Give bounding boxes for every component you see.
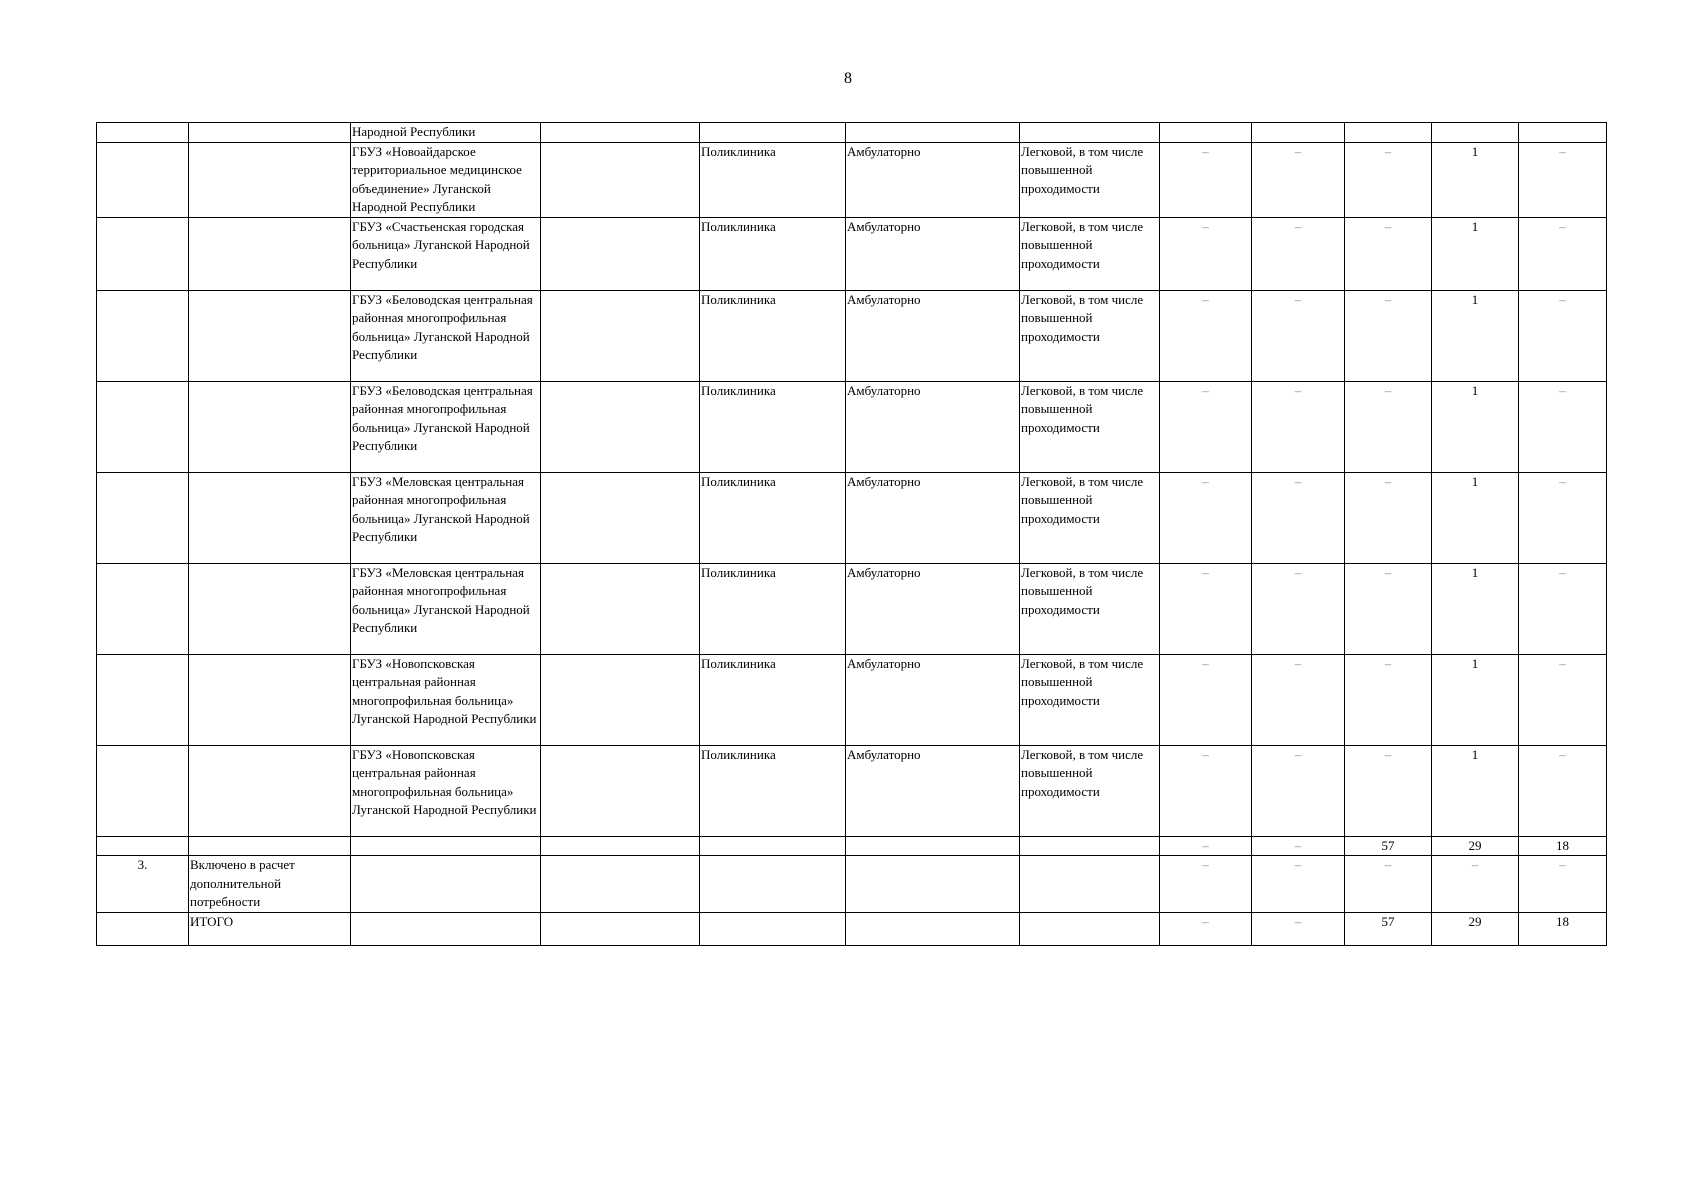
cell-empty (541, 123, 700, 143)
cell-unit: Поликлиника (700, 142, 846, 217)
cell-unit (700, 912, 846, 945)
cell-empty (541, 217, 700, 290)
cell-number (97, 563, 189, 654)
table-row (97, 123, 1607, 143)
cell-number (97, 123, 189, 143)
cell-value: 1 (1432, 142, 1519, 217)
cell-empty (541, 654, 700, 745)
cell-institution: ГБУЗ «Меловская центральная районная многопрофильная больница» Луганской Народной Республики (351, 472, 541, 563)
page-number: 8 (844, 70, 852, 87)
cell-institution: Народной Республики (351, 123, 541, 143)
cell-value: – (1519, 654, 1607, 745)
cell-category (189, 472, 351, 563)
cell-mode (846, 912, 1020, 945)
cell-value: 1 (1432, 290, 1519, 381)
cell-mode: Амбулаторно (846, 142, 1020, 217)
cell-value: – (1160, 290, 1252, 381)
cell-value: – (1345, 654, 1432, 745)
subtotal-row (97, 836, 1607, 856)
cell-vehicle: Легковой, в том числе повышенной проходимости (1020, 472, 1160, 563)
cell-number (97, 381, 189, 472)
cell-unit (700, 123, 846, 143)
cell-value: – (1345, 290, 1432, 381)
cell-vehicle: Легковой, в том числе повышенной проходимости (1020, 563, 1160, 654)
table-row (97, 217, 1607, 290)
cell-vehicle: Легковой, в том числе повышенной проходимости (1020, 142, 1160, 217)
cell-value: 57 (1345, 912, 1432, 945)
cell-institution: ГБУЗ «Счастьенская городская больница» Луганской Народной Республики (351, 217, 541, 290)
cell-mode: Амбулаторно (846, 654, 1020, 745)
table-row (97, 142, 1607, 217)
cell-empty (541, 472, 700, 563)
cell-unit: Поликлиника (700, 217, 846, 290)
cell-category: Включено в расчет дополнительной потребности (189, 856, 351, 913)
total-row (97, 912, 1607, 945)
cell-institution: ГБУЗ «Беловодская центральная районная многопрофильная больница» Луганской Народной Республики (351, 381, 541, 472)
cell-unit: Поликлиника (700, 381, 846, 472)
cell-category (189, 290, 351, 381)
cell-value: 18 (1519, 836, 1607, 856)
cell-value: – (1345, 142, 1432, 217)
cell-value: 1 (1432, 381, 1519, 472)
cell-value: – (1432, 856, 1519, 913)
cell-value (1345, 123, 1432, 143)
cell-number (97, 836, 189, 856)
cell-mode: Амбулаторно (846, 563, 1020, 654)
cell-value: 29 (1432, 836, 1519, 856)
cell-value: 1 (1432, 563, 1519, 654)
cell-institution: ГБУЗ «Новопсковская центральная районная многопрофильная больница» Луганской Народной Республики (351, 745, 541, 836)
cell-number (97, 142, 189, 217)
cell-value: 1 (1432, 217, 1519, 290)
cell-number (97, 654, 189, 745)
table-row (97, 654, 1607, 745)
cell-unit (700, 856, 846, 913)
cell-value: 57 (1345, 836, 1432, 856)
cell-mode: Амбулаторно (846, 290, 1020, 381)
cell-value: – (1252, 563, 1345, 654)
cell-unit: Поликлиника (700, 472, 846, 563)
cell-value: – (1519, 563, 1607, 654)
cell-vehicle (1020, 912, 1160, 945)
cell-unit: Поликлиника (700, 745, 846, 836)
cell-institution: ГБУЗ «Меловская центральная районная многопрофильная больница» Луганской Народной Республики (351, 563, 541, 654)
cell-number (97, 912, 189, 945)
cell-category (189, 381, 351, 472)
cell-value (1160, 123, 1252, 143)
cell-value: 18 (1519, 912, 1607, 945)
cell-category (189, 563, 351, 654)
cell-institution: ГБУЗ «Новопсковская центральная районная многопрофильная больница» Луганской Народной Республики (351, 654, 541, 745)
cell-category (189, 836, 351, 856)
cell-value: – (1519, 217, 1607, 290)
cell-value: – (1160, 472, 1252, 563)
cell-vehicle (1020, 123, 1160, 143)
cell-mode (846, 123, 1020, 143)
cell-vehicle (1020, 856, 1160, 913)
cell-category (189, 217, 351, 290)
cell-number (97, 472, 189, 563)
table-body (97, 123, 1607, 946)
cell-value: – (1345, 472, 1432, 563)
cell-value: – (1345, 563, 1432, 654)
cell-empty (541, 912, 700, 945)
cell-category (189, 745, 351, 836)
cell-empty (541, 381, 700, 472)
cell-empty (541, 563, 700, 654)
cell-empty (541, 856, 700, 913)
cell-vehicle: Легковой, в том числе повышенной проходимости (1020, 745, 1160, 836)
cell-institution (351, 856, 541, 913)
cell-mode: Амбулаторно (846, 745, 1020, 836)
cell-unit: Поликлиника (700, 563, 846, 654)
cell-value: 29 (1432, 912, 1519, 945)
cell-value: – (1345, 217, 1432, 290)
cell-value: – (1519, 745, 1607, 836)
cell-value: – (1519, 290, 1607, 381)
cell-value: – (1252, 290, 1345, 381)
cell-value: 1 (1432, 472, 1519, 563)
cell-total-label: ИТОГО (189, 912, 351, 945)
cell-value: – (1519, 856, 1607, 913)
cell-value: – (1252, 381, 1345, 472)
cell-category (189, 123, 351, 143)
cell-empty (541, 290, 700, 381)
cell-value: – (1160, 381, 1252, 472)
cell-empty (541, 745, 700, 836)
cell-value: – (1160, 912, 1252, 945)
table-row (97, 745, 1607, 836)
cell-mode (846, 856, 1020, 913)
table-row (97, 472, 1607, 563)
cell-vehicle: Легковой, в том числе повышенной проходимости (1020, 217, 1160, 290)
cell-institution: ГБУЗ «Новоайдарское территориальное медицинское объединение» Луганской Народной Республики (351, 142, 541, 217)
cell-value (1519, 123, 1607, 143)
cell-unit: Поликлиника (700, 654, 846, 745)
cell-number: 3. (97, 856, 189, 913)
table-row (97, 563, 1607, 654)
cell-value: – (1519, 142, 1607, 217)
cell-value: – (1252, 217, 1345, 290)
cell-unit: Поликлиника (700, 290, 846, 381)
cell-institution (351, 912, 541, 945)
cell-vehicle: Легковой, в том числе повышенной проходимости (1020, 290, 1160, 381)
cell-value: 1 (1432, 745, 1519, 836)
cell-category (189, 142, 351, 217)
cell-vehicle: Легковой, в том числе повышенной проходимости (1020, 654, 1160, 745)
vehicle-needs-table (96, 122, 1607, 946)
cell-value: – (1252, 142, 1345, 217)
cell-mode: Амбулаторно (846, 217, 1020, 290)
table-row (97, 381, 1607, 472)
cell-value: – (1160, 836, 1252, 856)
cell-value: 1 (1432, 654, 1519, 745)
cell-value: – (1160, 142, 1252, 217)
cell-value: – (1252, 745, 1345, 836)
table-row (97, 290, 1607, 381)
cell-value: – (1519, 381, 1607, 472)
cell-vehicle: Легковой, в том числе повышенной проходимости (1020, 381, 1160, 472)
cell-mode (846, 836, 1020, 856)
cell-value: – (1252, 912, 1345, 945)
cell-value: – (1160, 745, 1252, 836)
cell-value: – (1160, 654, 1252, 745)
cell-value (1432, 123, 1519, 143)
cell-institution (351, 836, 541, 856)
cell-category (189, 654, 351, 745)
cell-mode: Амбулаторно (846, 381, 1020, 472)
cell-value: – (1519, 472, 1607, 563)
cell-value: – (1252, 472, 1345, 563)
cell-value (1252, 123, 1345, 143)
cell-number (97, 290, 189, 381)
cell-value: – (1345, 856, 1432, 913)
cell-institution: ГБУЗ «Беловодская центральная районная многопрофильная больница» Луганской Народной Республики (351, 290, 541, 381)
cell-value: – (1160, 217, 1252, 290)
cell-number (97, 745, 189, 836)
cell-unit (700, 836, 846, 856)
included-row (97, 856, 1607, 913)
cell-value: – (1252, 654, 1345, 745)
cell-value: – (1160, 856, 1252, 913)
cell-value: – (1252, 836, 1345, 856)
cell-value: – (1160, 563, 1252, 654)
cell-mode: Амбулаторно (846, 472, 1020, 563)
cell-empty (541, 142, 700, 217)
cell-number (97, 217, 189, 290)
cell-vehicle (1020, 836, 1160, 856)
cell-value: – (1345, 381, 1432, 472)
cell-value: – (1252, 856, 1345, 913)
cell-empty (541, 836, 700, 856)
cell-value: – (1345, 745, 1432, 836)
